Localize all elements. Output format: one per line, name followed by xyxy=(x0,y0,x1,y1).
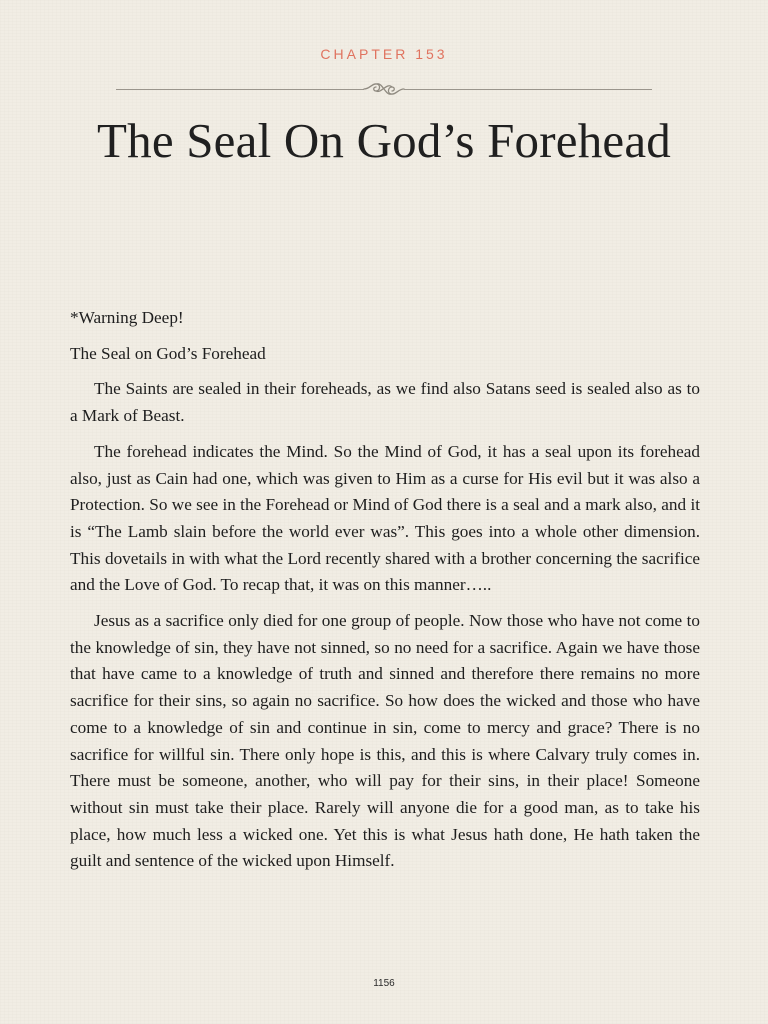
ornament-rule-left xyxy=(116,89,364,90)
chapter-body xyxy=(70,305,700,884)
section-subtitle: The Seal on God’s Forehead xyxy=(70,343,266,363)
ornament-rule-right xyxy=(404,89,652,90)
paragraph: The forehead indicates the Mind. So the Mind of God, it has a seal upon its forehead also, just as Cain had one, which was given to Him as a curse for His evil but it was also a Protection. So we see in the Forehead or Mind of God there is a seal and a mark also, and it is “The Lamb slain before the world ever was”. This goes into a whole other dimension. This dovetails in with what the Lord recently shared with a brother concerning the sacrifice and the Love of God. To recap that, it was on this manner….. xyxy=(70,441,700,595)
chapter-label: CHAPTER 153 xyxy=(320,46,448,62)
paragraph: Jesus as a sacrifice only died for one group of people. Now those who have not come to the knowledge of sin, they have not sinned, so no need for a sacrifice. Again we have those that have came to a knowledge of truth and sinned and therefore there remains no more sacrifice for their sins, so again no sacrifice. So how does the wicked and those who have come to a knowledge of sin and continue in sin, come to mercy and grace? There is no sacrifice for willful sin. There only hope is this, and this is where Calvary truly comes in. There must be someone, another, who will pay for their sins, in their place! Someone without sin must take their place. Rarely will anyone die for a good man, as to take his place, how much less a wicked one. Yet this is what Jesus hath done, He hath taken the guilt and sentence of the wicked upon Himself. xyxy=(70,611,700,871)
page-number: 1156 xyxy=(373,978,395,989)
chapter-title: The Seal On God’s Forehead xyxy=(96,113,671,168)
warning-note: *Warning Deep! xyxy=(70,308,184,327)
flourish-ornament-icon xyxy=(362,78,406,100)
paragraph: The Saints are sealed in their foreheads, as we find also Satans seed is sealed also as to a Mark of Beast. xyxy=(70,379,700,426)
